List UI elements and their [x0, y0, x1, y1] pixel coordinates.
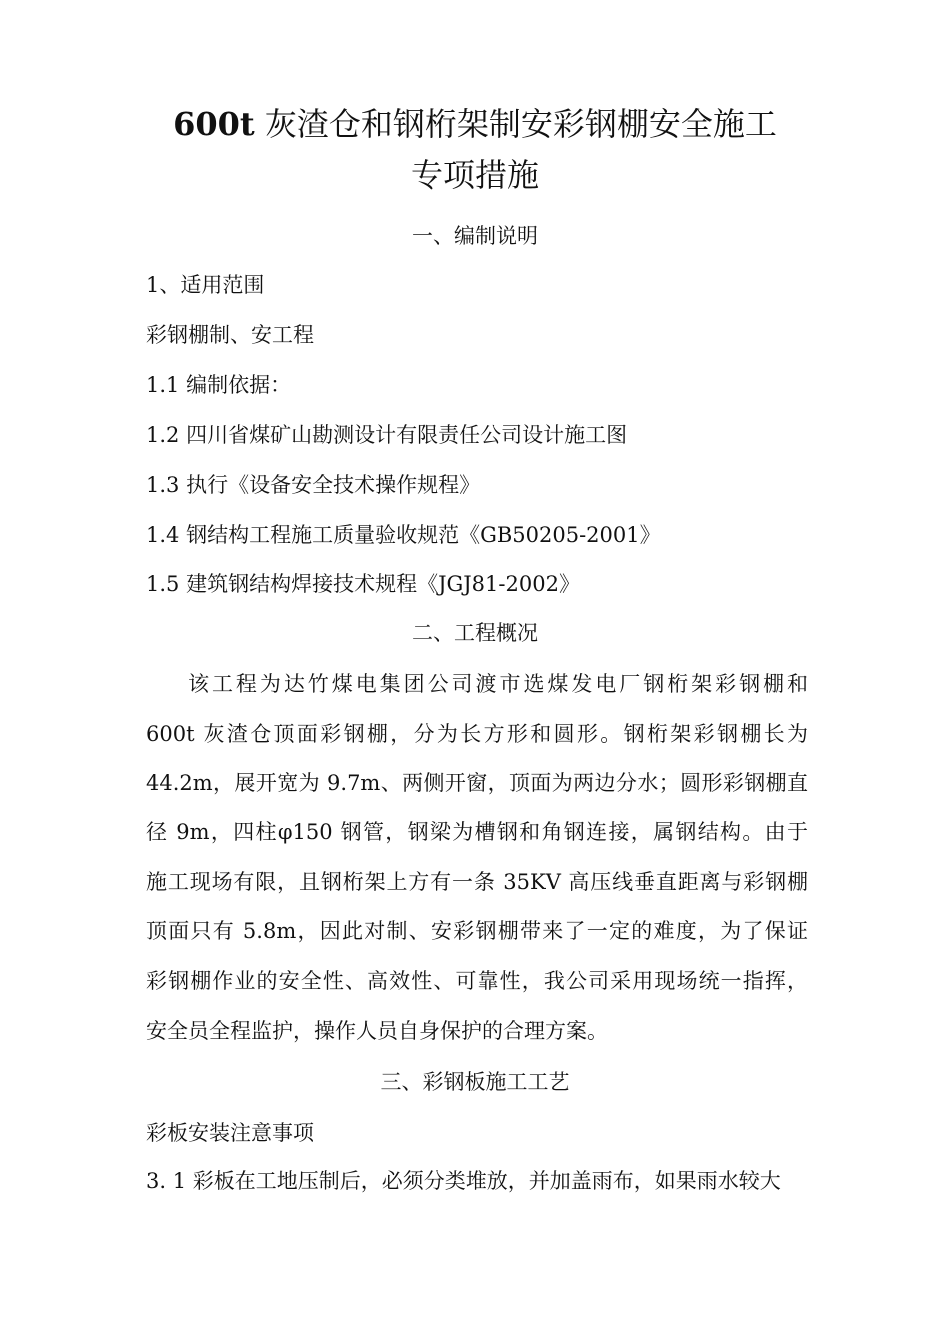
item-1-3: 1.3 执行《设备安全技术操作规程》: [146, 473, 481, 497]
item-3-heading: 彩板安装注意事项: [146, 1121, 314, 1145]
section-heading-2: 二、工程概况: [412, 621, 538, 645]
overview-line: 径 9m，四柱φ150 钢管，钢梁为槽钢和角钢连接，属钢结构。由于: [146, 820, 808, 844]
item-1-2: 1.2 四川省煤矿山勘测设计有限责任公司设计施工图: [146, 423, 628, 447]
document-title-line-1: [0, 104, 950, 144]
item-scope-text: 彩钢棚制、安工程: [146, 323, 314, 347]
item-1-5: 1.5 建筑钢结构焊接技术规程《JGJ81-2002》: [146, 572, 580, 596]
title-rest-part: 灰渣仓和钢桁架制安彩钢棚安全施工: [254, 105, 777, 143]
section-heading-3: 三、彩钢板施工工艺: [380, 1070, 570, 1094]
item-scope: 1、适用范围: [146, 273, 265, 297]
overview-line: 44.2m，展开宽为 9.7m、两侧开窗，顶面为两边分水；圆形彩钢棚直: [146, 771, 808, 795]
overview-line: 彩钢棚作业的安全性、高效性、可靠性，我公司采用现场统一指挥，: [146, 969, 808, 993]
overview-line: 顶面只有 5.8m，因此对制、安彩钢棚带来了一定的难度，为了保证: [146, 919, 808, 943]
document-title-line-2: 专项措施: [410, 156, 539, 194]
item-1-1: 1.1 编制依据：: [146, 373, 292, 397]
item-3-1: 3. 1 彩板在工地压制后，必须分类堆放，并加盖雨布，如果雨水较大: [146, 1169, 781, 1193]
title-bold-part: 600t: [173, 105, 255, 143]
overview-line: 安全员全程监护，操作人员自身保护的合理方案。: [146, 1019, 608, 1043]
item-1-4: 1.4 钢结构工程施工质量验收规范《GB50205-2001》: [146, 523, 661, 547]
overview-line: 该工程为达竹煤电集团公司渡市选煤发电厂钢桁架彩钢棚和: [188, 672, 808, 696]
section-heading-1: 一、编制说明: [412, 224, 538, 248]
overview-line: 600t 灰渣仓顶面彩钢棚，分为长方形和圆形。钢桁架彩钢棚长为: [146, 722, 808, 746]
overview-line: 施工现场有限，且钢桁架上方有一条 35KV 高压线垂直距离与彩钢棚: [146, 870, 808, 894]
